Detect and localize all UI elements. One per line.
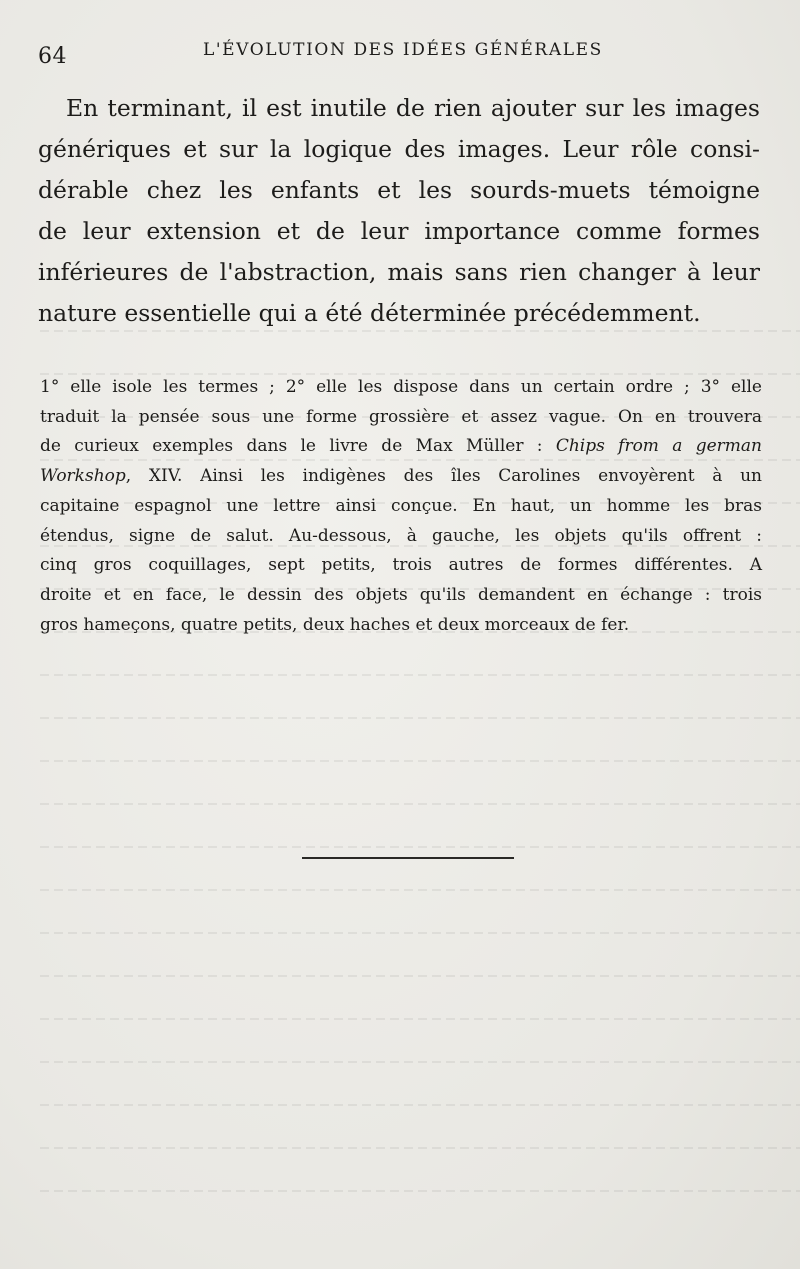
footnote-line: traduit la pensée sous une forme grossière et assez vague. On en trouvera: [40, 406, 762, 427]
book-title-italic: Chips from a german: [555, 436, 762, 457]
footnote-text: , XIV. Ainsi les indigènes des îles Carolines envoyèrent à un: [125, 466, 762, 487]
footnote-line: droite et en face, le dessin des objets qu'ils demandent en échange : trois: [40, 584, 762, 605]
footnote: [40, 373, 762, 640]
footnote-line: [40, 462, 762, 492]
footnote-line: 1° elle isole les termes ; 2° elle les dispose dans un certain ordre ; 3° elle: [40, 377, 762, 397]
section-end-rule: [302, 857, 514, 859]
running-title: L'ÉVOLUTION DES IDÉES GÉNÉRALES: [203, 40, 603, 60]
page-header: [38, 38, 758, 70]
paragraph-line: dérable chez les enfants et les sourds-muets témoigne: [38, 176, 760, 204]
footnote-line: cinq gros coquillages, sept petits, trois autres de formes différentes. A: [40, 555, 762, 576]
paragraph-line: En terminant, il est inutile de rien ajouter sur les images: [66, 94, 760, 122]
footnote-line: [40, 432, 762, 462]
paragraph-line: de leur extension et de leur importance comme formes: [38, 217, 760, 245]
paragraph-line: nature essentielle qui a été déterminée précédemment.: [38, 299, 701, 327]
footnote-line: gros hameçons, quatre petits, deux haches et deux morceaux de fer.: [40, 614, 630, 635]
paragraph-line: génériques et sur la logique des images. Leur rôle consi-: [38, 135, 760, 163]
main-paragraph: [38, 88, 760, 334]
footnote-line: capitaine espagnol une lettre ainsi conçue. En haut, un homme les bras: [40, 495, 762, 516]
paragraph-line: inférieures de l'abstraction, mais sans rien changer à leur: [38, 258, 760, 286]
page-number: 64: [38, 44, 67, 69]
footnote-line: étendus, signe de salut. Au-dessous, à gauche, les objets qu'ils offrent :: [40, 525, 762, 546]
footnote-text: de curieux exemples dans le livre de Max Müller :: [40, 436, 556, 457]
book-title-italic: Workshop: [40, 466, 126, 487]
